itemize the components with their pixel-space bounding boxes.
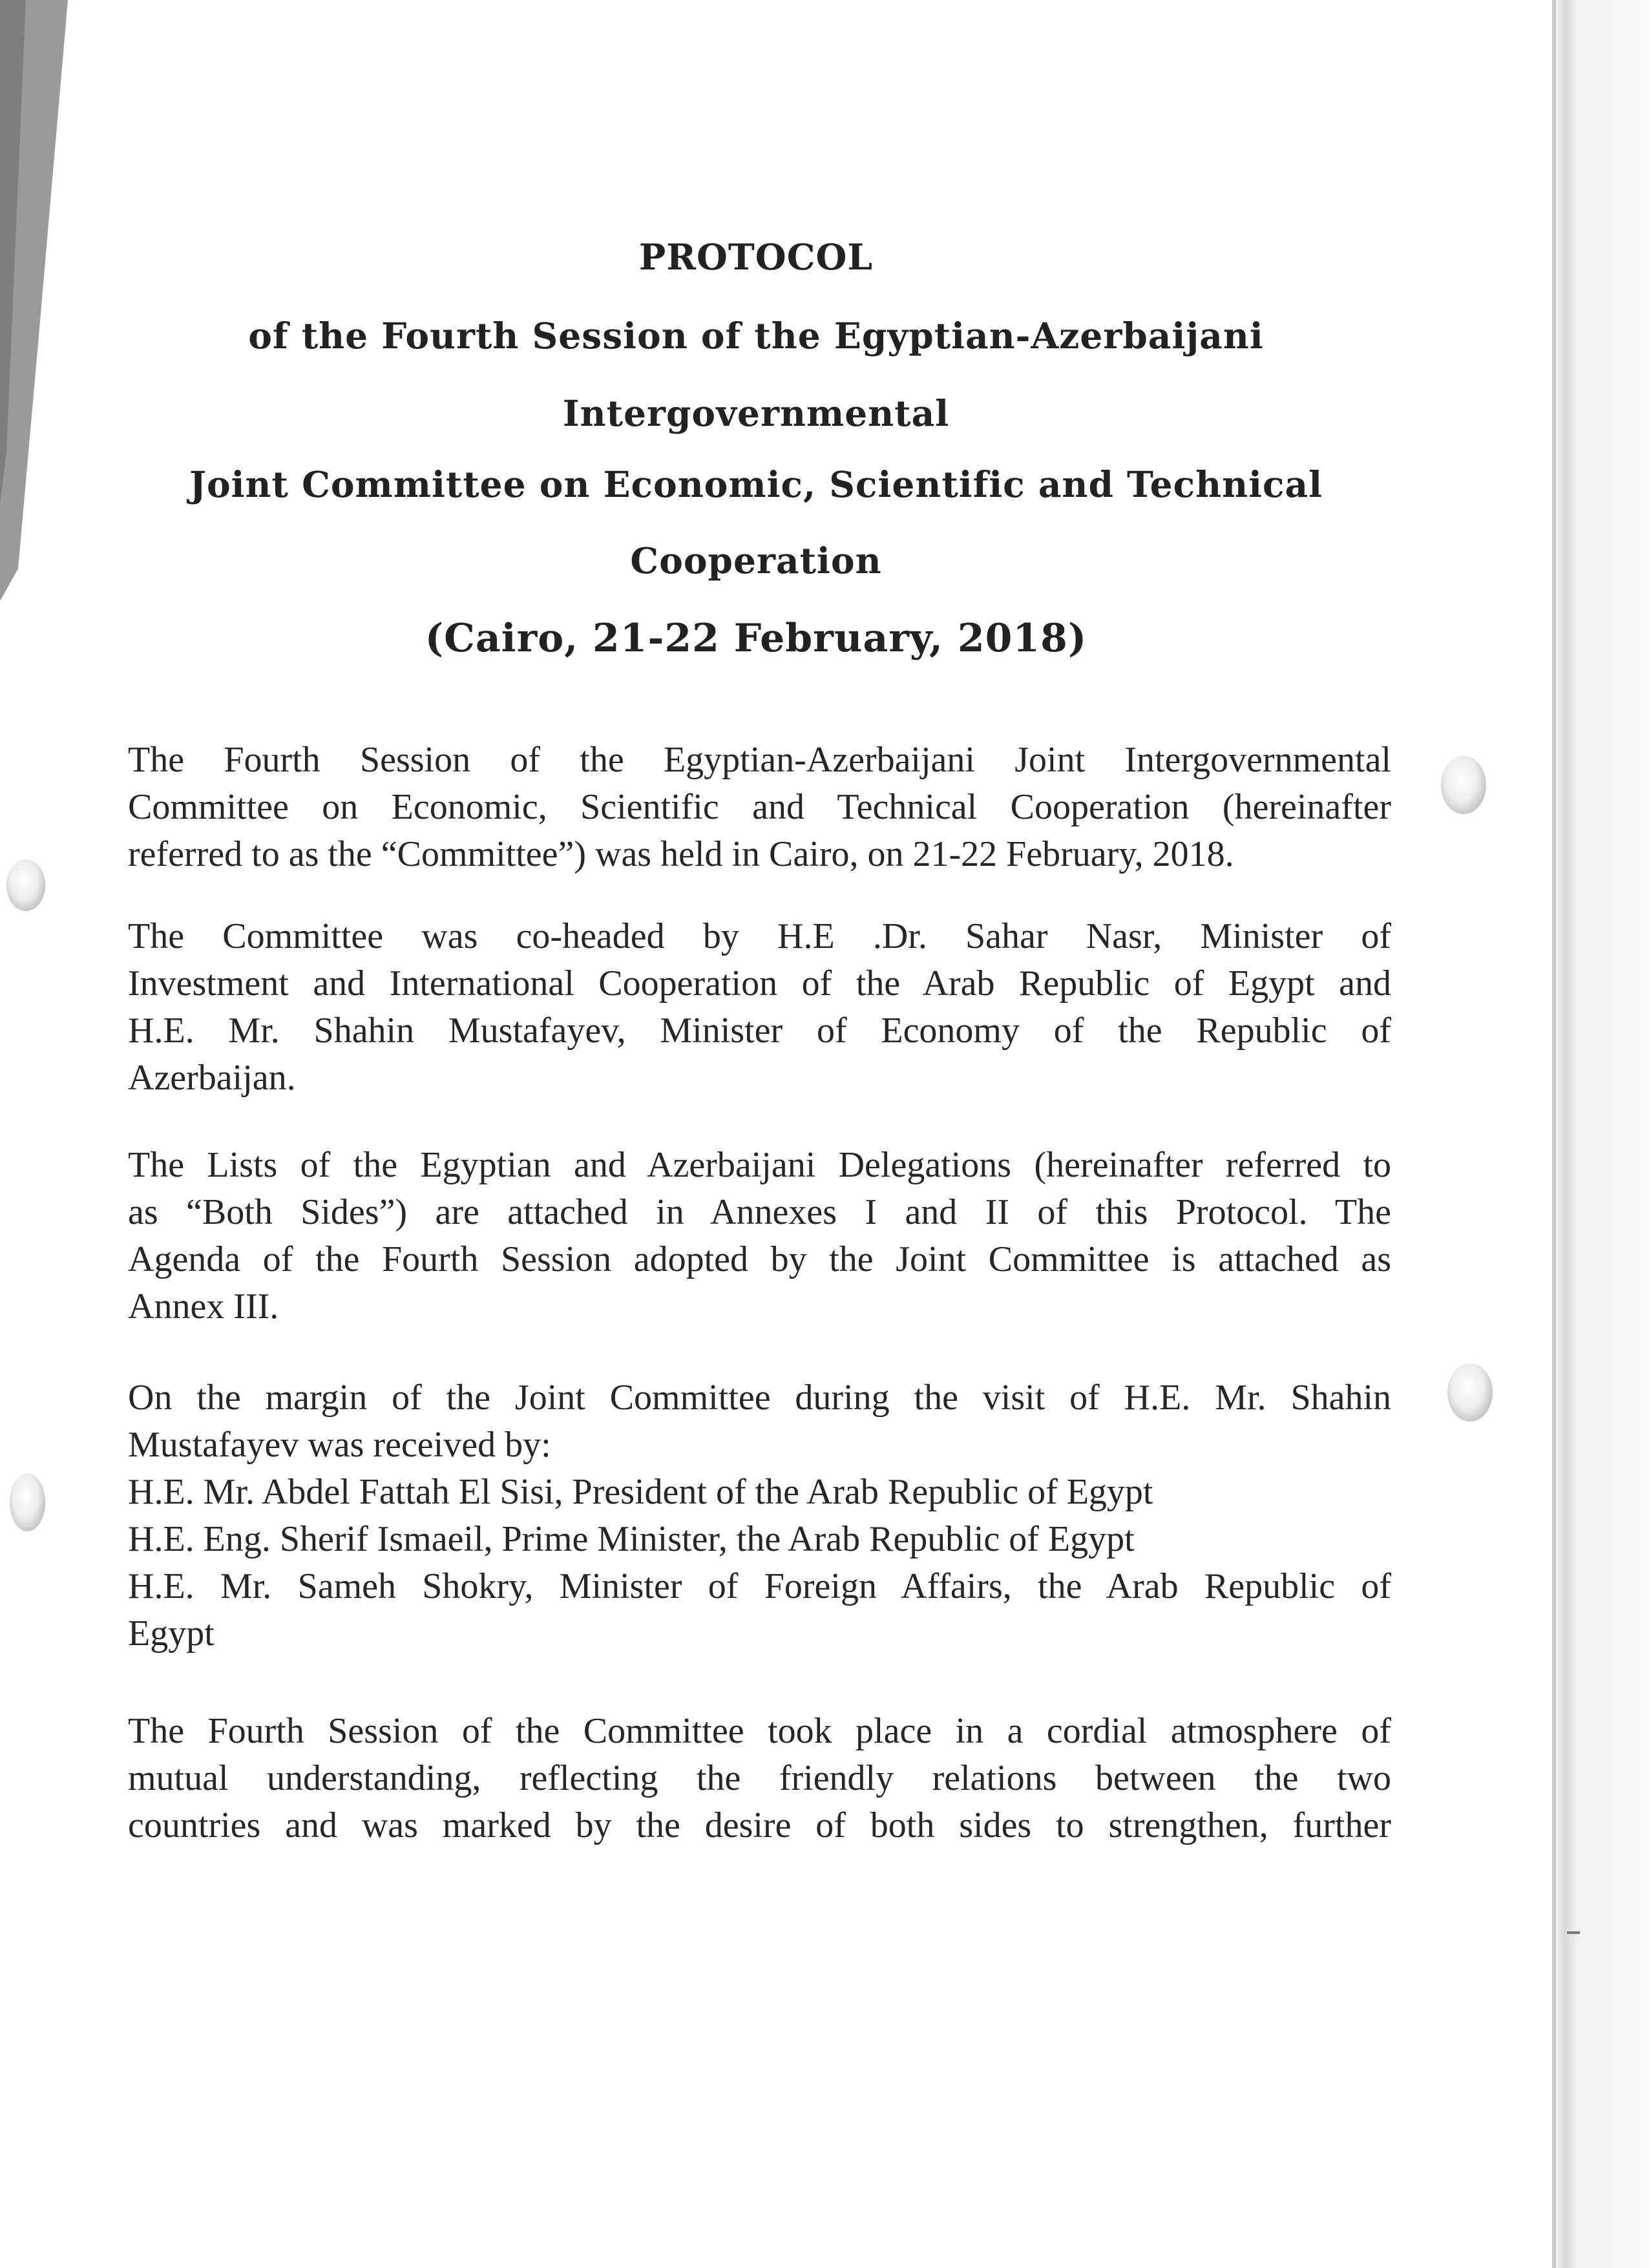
paragraph-co-heads <box>128 913 1391 1102</box>
heading-line-2: of the Fourth Session of the Egyptian-Azerbaijani <box>248 315 1264 357</box>
right-scan-edge <box>1552 0 1649 2268</box>
paragraph-line: Agenda of the Fourth Session adopted by the Joint Committee is attached as <box>128 1239 1391 1279</box>
punch-hole-shadow <box>6 859 45 911</box>
paragraph-line: Investment and International Cooperation of the Arab Republic of Egypt and <box>128 963 1391 1003</box>
paragraph-delegation-lists <box>128 1142 1391 1330</box>
paragraph-line: The Fourth Session of the Committee took place in a cordial atmosphere of <box>128 1711 1391 1751</box>
paragraph-atmosphere <box>128 1708 1391 1849</box>
paragraph-line: referred to as the “Committee”) was held in Cairo, on 21-22 February, 2018. <box>128 834 1234 874</box>
right-scan-line <box>1552 0 1556 2268</box>
heading-line-5: Cooperation <box>630 540 882 582</box>
paragraph-line: Committee on Economic, Scientific and Technical Cooperation (hereinafter <box>128 787 1391 827</box>
paragraph-line: as “Both Sides”) are attached in Annexes I and II of this Protocol. The <box>128 1192 1391 1232</box>
paragraph-line: H.E. Mr. Abdel Fattah El Sisi, President of the Arab Republic of Egypt <box>128 1472 1153 1512</box>
paragraph-line: The Fourth Session of the Egyptian-Azerbaijani Joint Intergovernmental <box>128 740 1391 780</box>
heading-date: (Cairo, 21-22 February, 2018) <box>425 616 1087 661</box>
punch-hole-shadow <box>1441 756 1486 814</box>
edge-mark <box>1567 1931 1580 1934</box>
paragraph-line: countries and was marked by the desire of both sides to strengthen, further <box>128 1805 1391 1845</box>
paragraph-line: H.E. Mr. Sameh Shokry, Minister of Foreign Affairs, the Arab Republic of <box>128 1566 1391 1606</box>
paragraph-line: mutual understanding, reflecting the friendly relations between the two <box>128 1758 1391 1798</box>
paragraph-line: Azerbaijan. <box>128 1058 296 1098</box>
paragraph-line: H.E. Mr. Shahin Mustafayev, Minister of Economy of the Republic of <box>128 1011 1391 1051</box>
paragraph-line: Mustafayev was received by: <box>128 1425 551 1465</box>
paragraph-line: Annex III. <box>128 1286 279 1327</box>
paragraph-line: On the margin of the Joint Committee during the visit of H.E. Mr. Shahin <box>128 1378 1391 1418</box>
heading-line-4: Joint Committee on Economic, Scientific and Technical <box>189 463 1323 505</box>
paragraph-session-intro <box>128 737 1391 878</box>
paragraph-line: The Committee was co-headed by H.E .Dr. Sahar Nasr, Minister of <box>128 916 1391 956</box>
left-scan-shadow <box>0 0 78 646</box>
punch-hole-shadow <box>10 1473 45 1531</box>
paragraph-received-by <box>128 1374 1391 1657</box>
document-title: PROTOCOL <box>638 236 874 278</box>
paragraph-line: The Lists of the Egyptian and Azerbaijani Delegations (hereinafter referred to <box>128 1145 1391 1185</box>
punch-hole-shadow <box>1447 1363 1493 1422</box>
paragraph-line: Egypt <box>128 1613 215 1654</box>
paragraph-line: H.E. Eng. Sherif Ismaeil, Prime Minister, the Arab Republic of Egypt <box>128 1519 1135 1559</box>
heading-line-3: Intergovernmental <box>562 392 950 434</box>
